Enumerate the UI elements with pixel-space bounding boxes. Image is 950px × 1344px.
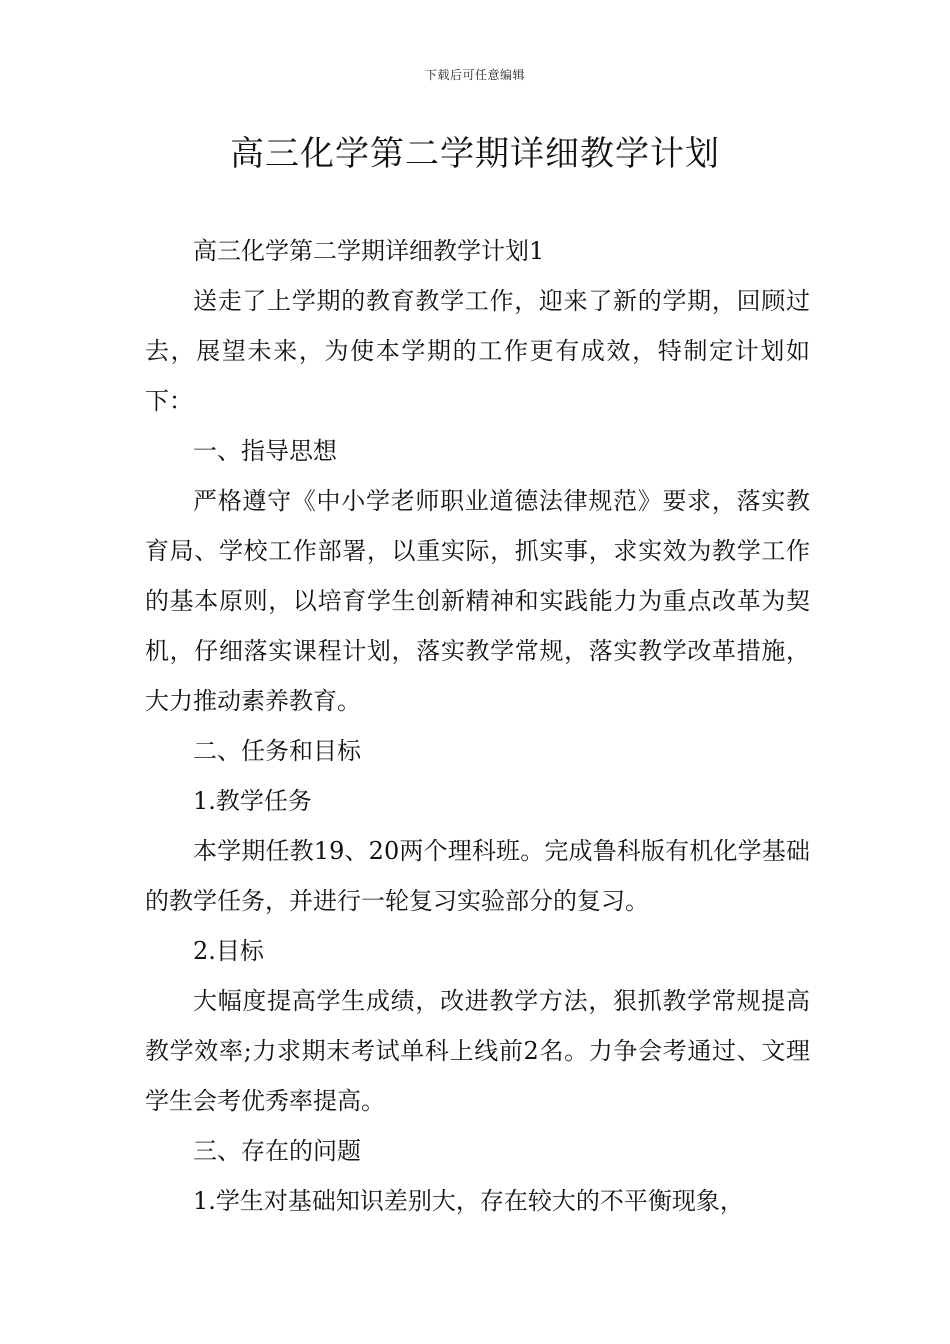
subheading-teaching-tasks: 1.教学任务 <box>193 787 312 815</box>
document-title: 高三化学第二学期详细教学计划 <box>230 134 720 174</box>
paragraph-guiding-ideology: 严格遵守《中小学老师职业道德法律规范》要求，落实教育局、学校工作部署，以重实际，抓实事，求实效为教学工作的基本原则，以培育学生创新精神和实践能力为重点改革为契机，仔细落实课程计划，落实教学常规，落实教学改革措施，大力推动素养教育。 <box>145 487 810 715</box>
subheading-goals: 2.目标 <box>193 937 264 965</box>
paragraph-subtitle: 高三化学第二学期详细教学计划1 <box>193 237 545 265</box>
paragraph-problem-1: 1.学生对基础知识差别大，存在较大的不平衡现象， <box>193 1187 744 1215</box>
section-heading-guiding-ideology: 一、指导思想 <box>193 437 337 465</box>
paragraph-intro: 送走了上学期的教育教学工作，迎来了新的学期，回顾过去，展望未来，为使本学期的工作更有成效，特制定计划如下： <box>145 287 810 415</box>
paragraph-goals: 大幅度提高学生成绩，改进教学方法，狠抓教学常规提高教学效率;力求期末考试单科上线前2名。力争会考通过、文理学生会考优秀率提高。 <box>145 987 810 1115</box>
header-note: 下载后可任意编辑 <box>424 68 525 82</box>
paragraph-teaching-tasks: 本学期任教19、20两个理科班。完成鲁科版有机化学基础的教学任务，并进行一轮复习实验部分的复习。 <box>145 837 810 915</box>
section-heading-tasks-goals: 二、任务和目标 <box>193 737 361 765</box>
document-body <box>145 226 810 1226</box>
section-heading-problems: 三、存在的问题 <box>193 1137 361 1165</box>
